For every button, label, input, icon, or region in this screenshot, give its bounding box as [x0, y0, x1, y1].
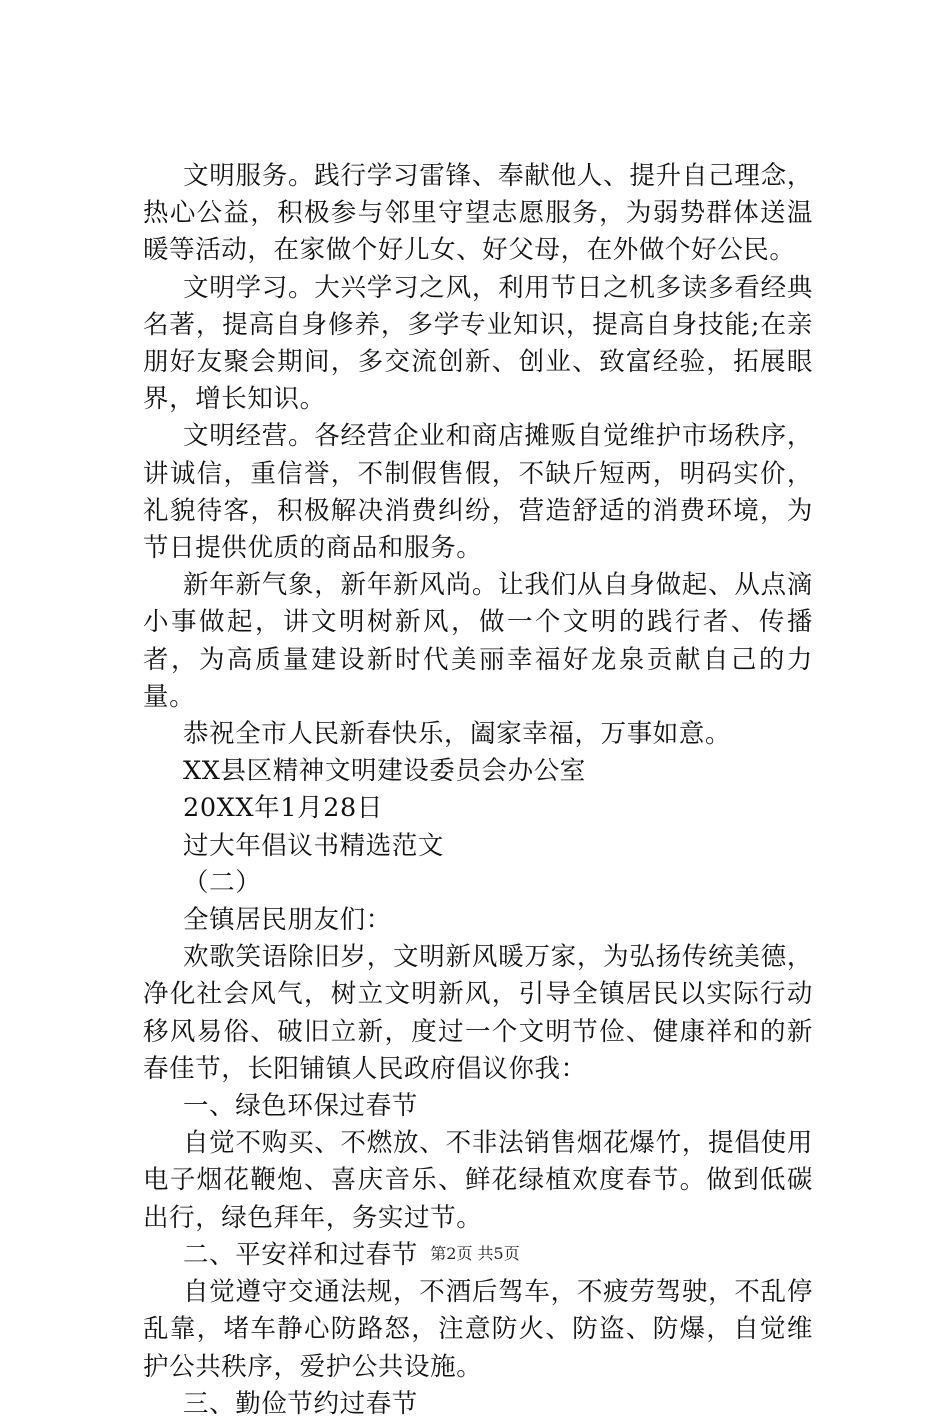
- paragraph-civilized-business: 文明经营。各经营企业和商店摊贩自觉维护市场秩序，讲诚信，重信誉，不制假售假，不缺斤短两，明码实价，礼貌待客，积极解决消费纠纷，营造舒适的消费环境，为节日提供优质的商品和服务。: [143, 421, 813, 564]
- paragraph-green-festival: 自觉不购买、不燃放、不非法销售烟花爆竹，提倡使用电子烟花鞭炮、喜庆音乐、鲜花绿植欢度春节。做到低碳出行，绿色拜年，务实过节。: [143, 1128, 813, 1233]
- heading-safe-festival: 二、平安祥和过春节: [183, 1239, 418, 1270]
- heading-frugal-festival: 三、勤俭节约过春节: [183, 1388, 418, 1419]
- salutation: 全镇居民朋友们：: [183, 905, 392, 936]
- heading-green-festival: 一、绿色环保过春节: [183, 1091, 418, 1122]
- paragraph-greeting: 恭祝全市人民新春快乐，阖家幸福，万事如意。: [183, 719, 732, 750]
- document-body: [143, 158, 813, 1423]
- signature-date: 20XX年1月28日: [183, 793, 383, 824]
- paragraph-civilized-service: 文明服务。践行学习雷锋、奉献他人、提升自己理念，热心公益，积极参与邻里守望志愿服务，为弱势群体送温暖等活动，在家做个好儿女、好父母，在外做个好公民。: [143, 161, 813, 266]
- paragraph-new-year-appeal: 新年新气象，新年新风尚。让我们从自身做起、从点滴小事做起，讲文明树新风，做一个文明的践行者、传播者，为高质量建设新时代美丽幸福好龙泉贡献自己的力量。: [143, 570, 813, 712]
- paragraph-civilized-learning: 文明学习。大兴学习之风，利用节日之机多读多看经典名著，提高自身修养，多学专业知识，提高自身技能;在亲朋好友聚会期间，多交流创新、创业、致富经验，拓展眼界，增长知识。: [143, 272, 813, 415]
- section-number: （二）: [183, 867, 262, 898]
- section-title: 过大年倡议书精选范文: [183, 830, 445, 861]
- page-number-footer: 第2页 共5页: [430, 1244, 520, 1263]
- signature-office: XX县区精神文明建设委员会办公室: [183, 756, 586, 787]
- paragraph-intro: 欢歌笑语除旧岁，文明新风暖万家，为弘扬传统美德，净化社会风气，树立文明新风，引导全镇居民以实际行动移风易俗、破旧立新，度过一个文明节俭、健康祥和的新春佳节，长阳铺镇人民政府倡议你我：: [143, 942, 813, 1084]
- paragraph-safe-festival: 自觉遵守交通法规，不酒后驾车，不疲劳驾驶，不乱停乱靠，堵车静心防路怒，注意防火、防盗、防爆，自觉维护公共秩序，爱护公共设施。: [143, 1277, 813, 1382]
